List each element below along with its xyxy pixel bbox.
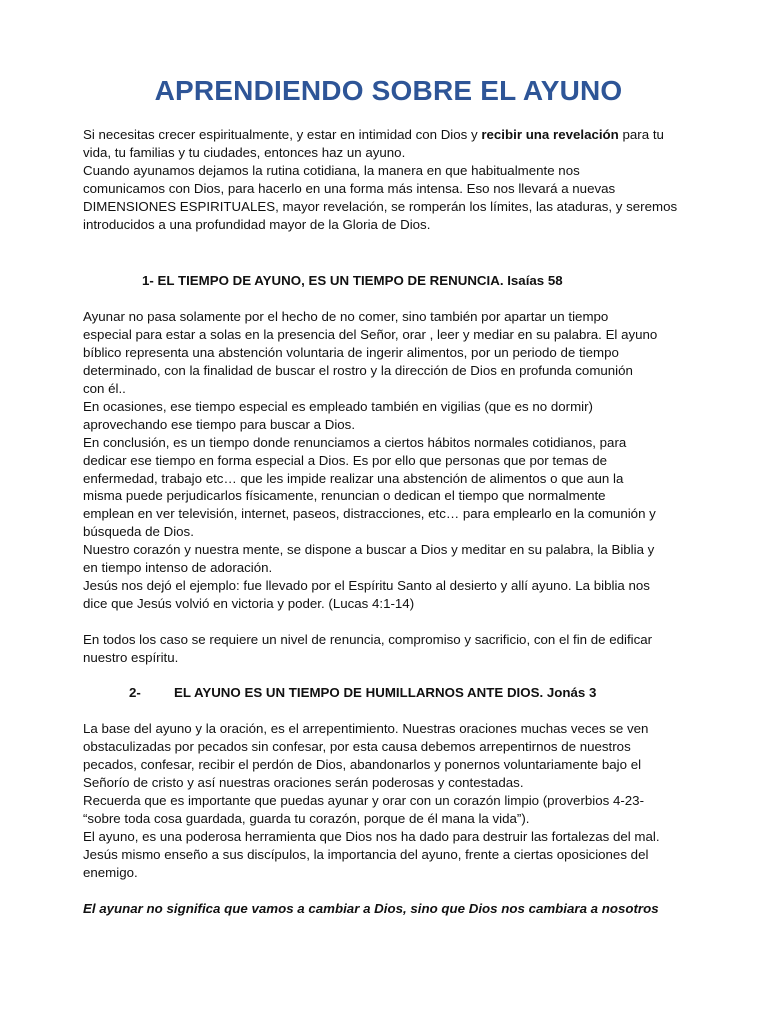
section-2-line: Recuerda que es importante que puedas ayunar y orar con un corazón limpio (proverbios 4-23- <box>83 792 645 808</box>
section-1-line: Jesús nos dejó el ejemplo: fue llevado por el Espíritu Santo al desierto y allí ayuno. La biblia nos <box>83 577 650 593</box>
page-title: APRENDIENDO SOBRE EL AYUNO <box>154 75 623 106</box>
intro-line: comunicamos con Dios, para hacerlo en una forma más intensa. Eso nos llevará a nuevas <box>83 180 616 196</box>
section-2-line: pecados, confesar, recibir el perdón de Dios, abandonarlos y ponernos voluntariamente bajo el <box>83 757 642 773</box>
intro-line: Cuando ayunamos dejamos la rutina cotidiana, la manera en que habitualmente nos <box>83 162 580 178</box>
intro-bold-text: recibir una revelación <box>481 127 619 142</box>
section-2-line: “sobre toda cosa guardada, guarda tu corazón, porque de él mana la vida”). <box>83 810 530 826</box>
section-2-line: El ayuno, es una poderosa herramienta que Dios nos ha dado para destruir las fortalezas del mal. <box>83 828 660 844</box>
section-2-line: La base del ayuno y la oración, es el arrepentimiento. Nuestras oraciones muchas veces se ven <box>83 721 649 737</box>
section-1-line: En conclusión, es un tiempo donde renunciamos a ciertos hábitos normales cotidianos, para <box>83 434 627 450</box>
section-2-line: Jesús mismo enseño a sus discípulos, la importancia del ayuno, frente a ciertas oposiciones del <box>83 846 649 862</box>
intro-line: vida, tu familias y tu ciudades, entonces haz un ayuno. <box>83 144 406 160</box>
closing-statement: El ayunar no significa que vamos a cambiar a Dios, sino que Dios nos cambiara a nosotros <box>83 900 659 916</box>
section-1-line: nuestro espíritu. <box>83 649 179 665</box>
section-1-line: En ocasiones, ese tiempo especial es empleado también en vigilias (que es no dormir) <box>83 398 593 414</box>
section-1-line: dice que Jesús volvió en victoria y poder. (Lucas 4:1-14) <box>83 595 415 611</box>
intro-text: para tu <box>618 127 664 142</box>
section-1-line: Nuestro corazón y nuestra mente, se dispone a buscar a Dios y meditar en su palabra, la Biblia y <box>83 542 655 558</box>
section-1-heading: 1- EL TIEMPO DE AYUNO, ES UN TIEMPO DE RENUNCIA. Isaías 58 <box>142 273 563 289</box>
section-1-line: búsqueda de Dios. <box>83 524 194 540</box>
intro-line: introducidos a una profundidad mayor de la Gloria de Dios. <box>83 216 431 232</box>
section-1-line: enfermedad, trabajo etc… que les impide realizar una abstención de alimentos o que aun la <box>83 470 624 486</box>
section-2-body <box>83 720 694 881</box>
section-1-line: en tiempo intenso de adoración. <box>83 560 273 576</box>
section-2-line: Señorío de cristo y así nuestras oraciones serán poderosas y contestadas. <box>83 775 524 791</box>
section-1-body <box>83 308 694 666</box>
intro-paragraph <box>83 126 694 233</box>
paragraph-gap <box>83 613 694 631</box>
section-2-number: 2- <box>129 685 141 701</box>
section-1-line: misma puede perjudicarlos físicamente, renuncian o dedican el tiempo que normalmente <box>83 488 606 504</box>
section-2-heading <box>83 684 694 702</box>
intro-text: Si necesitas crecer espiritualmente, y estar en intimidad con Dios y <box>83 127 482 142</box>
section-1-line: emplean en ver televisión, internet, paseos, distracciones, etc… para emplearlo en la comunión y <box>83 506 656 522</box>
section-2-line: enemigo. <box>83 864 138 880</box>
section-1-line: Ayunar no pasa solamente por el hecho de no comer, sino también por apartar un tiempo <box>83 309 609 325</box>
intro-line <box>83 126 694 144</box>
section-1-line: En todos los caso se requiere un nivel de renuncia, compromiso y sacrificio, con el fin de edificar <box>83 631 653 647</box>
section-1-line: determinado, con la finalidad de buscar el rostro y la dirección de Dios en profunda comunión <box>83 363 633 379</box>
section-2-line: obstaculizadas por pecados sin confesar, por esta causa debemos arrepentirnos de nuestros <box>83 739 631 755</box>
section-1-line: bíblico representa una abstención voluntaria de ingerir alimentos, por un periodo de tiempo <box>83 345 619 361</box>
section-1-line: dedicar ese tiempo en forma especial a Dios. Es por ello que personas que por temas de <box>83 452 608 468</box>
section-1-line: aprovechando ese tiempo para buscar a Dios. <box>83 416 356 432</box>
intro-line: DIMENSIONES ESPIRITUALES, mayor revelación, se romperán los límites, las ataduras, y seremos <box>83 198 678 214</box>
section-1-line: con él.. <box>83 380 126 396</box>
section-1-line: especial para estar a solas en la presencia del Señor, orar , leer y mediar en su palabra. El ayuno <box>83 327 658 343</box>
section-2-title: EL AYUNO ES UN TIEMPO DE HUMILLARNOS ANTE DIOS. Jonás 3 <box>174 685 597 701</box>
